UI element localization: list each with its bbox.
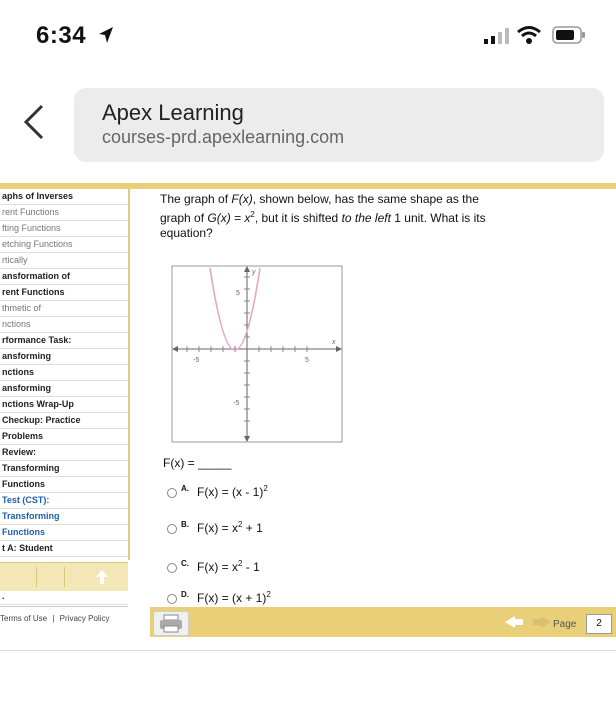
site-url[interactable]: courses-prd.apexlearning.com — [102, 127, 345, 147]
sidebar-item[interactable]: ansforming — [0, 381, 128, 397]
privacy-link[interactable]: Privacy Policy — [59, 614, 110, 623]
sidebar-item[interactable]: nctions — [0, 317, 128, 333]
clock-time: 6:34 — [36, 22, 87, 49]
sidebar-item[interactable]: nctions — [0, 365, 128, 381]
choice-letter: A. — [181, 484, 189, 493]
choice-exponent: 2 — [238, 520, 243, 529]
x-tick-label-5: 5 — [305, 357, 309, 364]
sidebar-item[interactable]: Review: — [0, 445, 128, 461]
choice-letter: B. — [181, 520, 189, 529]
sidebar-item[interactable]: Transforming — [0, 461, 128, 477]
page-label: Page — [553, 619, 577, 630]
site-title: Apex Learning — [102, 100, 244, 125]
sidebar-item[interactable]: nctions Wrap-Up — [0, 397, 128, 413]
answer-prompt: F(x) = _____ — [163, 456, 232, 470]
question-shift: to the left — [341, 211, 391, 225]
choice-tail: - 1 — [242, 560, 260, 574]
battery-icon — [552, 26, 586, 44]
status-bar — [0, 0, 616, 70]
choice-exponent: 2 — [238, 559, 243, 568]
footer-links — [0, 614, 109, 623]
wifi-icon — [516, 25, 542, 45]
signal-icon — [484, 28, 510, 44]
sidebar-item[interactable]: rent Functions — [0, 205, 128, 221]
choice-exponent: 2 — [263, 484, 268, 493]
parabola-graph — [172, 266, 342, 442]
question-text-1: The graph of — [160, 192, 232, 206]
sidebar-item[interactable]: t A: Student — [0, 541, 128, 557]
choice-letter: D. — [181, 590, 189, 599]
question-text-4: 1 unit. What is its equation? — [160, 211, 486, 240]
sidebar-item[interactable]: ansforming — [0, 349, 128, 365]
footer-separator: | — [52, 614, 55, 623]
question-text — [160, 192, 510, 241]
course-sidebar — [0, 189, 130, 601]
sidebar-item[interactable]: Checkup: Practice — [0, 413, 128, 429]
sidebar-item[interactable]: fting Functions — [0, 221, 128, 237]
sidebar-item[interactable]: Test (CST): — [0, 493, 128, 509]
choice-exponent: 2 — [266, 590, 271, 599]
browser-bottom-area — [0, 650, 616, 701]
radio-button[interactable] — [167, 488, 177, 498]
choice-text: F(x) = (x + 1) — [197, 591, 267, 605]
radio-button[interactable] — [167, 524, 177, 534]
prev-arrow-icon — [505, 616, 523, 628]
graph-frame — [172, 266, 342, 442]
sidebar-item[interactable]: ansformation of — [0, 269, 128, 285]
sidebar-item[interactable]: thmetic of — [0, 301, 128, 317]
sidebar-item[interactable]: rtically — [0, 253, 128, 269]
choice-text: F(x) = x — [197, 521, 238, 535]
question-text-3: , but it is shifted — [254, 211, 342, 225]
sidebar-item[interactable]: etching Functions — [0, 237, 128, 253]
sidebar-item[interactable]: Functions — [0, 525, 128, 541]
prev-next-arrows[interactable] — [505, 614, 551, 630]
y-tick-label-neg5: -5 — [233, 400, 240, 407]
sidebar-nav-bar — [0, 562, 128, 591]
location-arrow-icon — [98, 26, 114, 44]
up-arrow-icon[interactable] — [96, 570, 108, 584]
question-fx: F(x) — [231, 192, 253, 206]
y-tick-label-5: 5 — [236, 290, 240, 297]
question-gx-exp: 2 — [250, 210, 255, 219]
choice-d[interactable] — [167, 590, 271, 605]
sidebar-item[interactable]: rformance Task: — [0, 333, 128, 349]
choice-tail: + 1 — [242, 521, 263, 535]
choice-letter: C. — [181, 559, 189, 568]
sidebar-item[interactable]: Problems — [0, 429, 128, 445]
back-chevron-icon[interactable] — [22, 104, 46, 140]
sidebar-item[interactable]: . — [0, 589, 128, 605]
x-axis-label: x — [332, 339, 336, 346]
next-arrow-icon — [533, 616, 551, 628]
radio-button[interactable] — [167, 594, 177, 604]
printer-icon — [154, 612, 188, 635]
choice-b[interactable] — [167, 520, 263, 535]
choice-a[interactable] — [167, 484, 268, 499]
sidebar-divider — [0, 606, 128, 607]
sidebar-item[interactable]: Transforming — [0, 509, 128, 525]
sidebar-item[interactable]: rent Functions — [0, 285, 128, 301]
choice-c[interactable] — [167, 559, 260, 574]
y-axis-label: y — [252, 269, 256, 276]
sidebar-item[interactable]: aphs of Inverses — [0, 189, 128, 205]
sidebar-item[interactable]: Functions — [0, 477, 128, 493]
radio-button[interactable] — [167, 563, 177, 573]
choice-text: F(x) = x — [197, 560, 238, 574]
x-tick-label-neg5: -5 — [193, 357, 200, 364]
question-text-2: , shown below, has the same shape as the graph of — [160, 192, 479, 225]
print-button[interactable] — [153, 611, 189, 636]
choice-text: F(x) = (x - 1) — [197, 485, 264, 499]
terms-link[interactable]: Terms of Use — [0, 614, 48, 623]
page-number-input[interactable]: 2 — [586, 614, 612, 634]
question-gx: G(x) = x — [207, 211, 251, 225]
